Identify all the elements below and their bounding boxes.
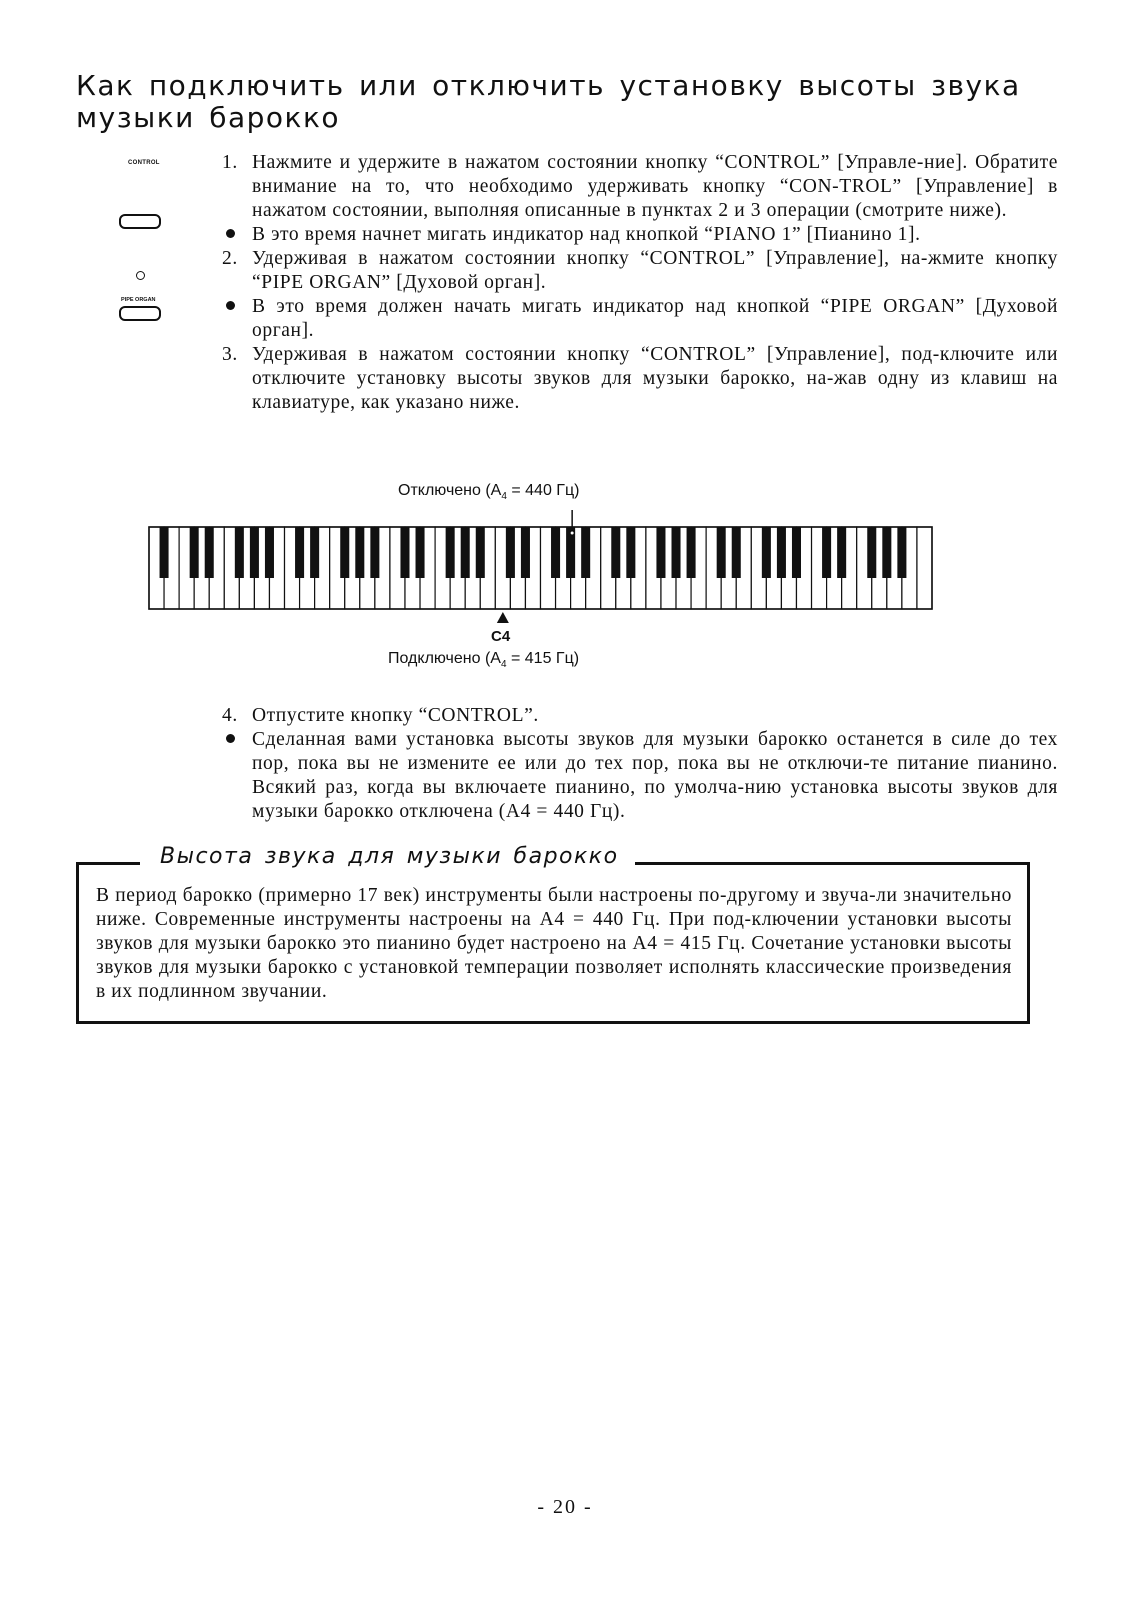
indicator-led-icon [136,271,145,280]
black-key [205,527,214,578]
black-key [235,527,244,578]
black-key [611,527,620,578]
black-key [656,527,665,578]
page-number: - 20 - [537,1496,593,1518]
black-key [581,527,590,578]
black-key [340,527,349,578]
final-steps [222,704,1058,824]
step-number: 1. [222,152,238,173]
black-key [867,527,876,578]
black-key [626,527,635,578]
black-key [897,527,906,578]
black-key [672,527,681,578]
off-key-dot [570,531,574,535]
black-key [295,527,304,578]
step-text: В это время должен начать мигать индикатор над кнопкой “PIPE ORGAN” [Духовой орган]. [252,296,1058,341]
control-button-icon [119,214,161,229]
black-key [446,527,455,578]
black-key [687,527,696,578]
bullet-item [222,223,1058,247]
step-text: Нажмите и удержите в нажатом состоянии кнопку “CONTROL” [Управле-ние]. Обратите внимание на то, что необходимо удерживать кнопку “CON-TROL” [Управление] в нажатом состоянии, выполняя описанные в пунктах 2 и 3 операции (смотрите ниже). [252,152,1058,221]
instruction-steps [222,151,1058,415]
black-key [416,527,425,578]
step-text: Отпустите кнопку “CONTROL”. [252,705,539,726]
bullet-icon [222,295,252,343]
black-key [370,527,379,578]
info-box-text: В период барокко (примерно 17 век) инструменты были настроены по-другому и звуча-ли значительно ниже. Современные инструменты настроены на A4 = 440 Гц. При под-ключении установки высоты звуков для музыки барокко это пианино будет настроено на A4 = 415 Гц. Сочетание установки высоты звуков для музыки барокко с установкой темперации позволяет исполнять классические произведения в их подлинном звучании. [96,885,1012,1002]
numbered-step [222,247,1058,295]
step-text: Удерживая в нажатом состоянии кнопку “CONTROL” [Управление], под-ключите или отключите установку высоты звуков для музыки барокко, на-жав одну из клавиш на клавиатуре, как указано ниже. [252,344,1058,413]
black-key [310,527,319,578]
black-key [837,527,846,578]
c4-label: C4 [491,628,511,645]
black-key [265,527,274,578]
white-key [917,527,932,609]
black-key [551,527,560,578]
black-key [822,527,831,578]
black-key [762,527,771,578]
black-key [461,527,470,578]
control-label: CONTROL [128,160,160,166]
c4-arrow-icon [497,612,509,623]
step-number: 4. [222,705,238,726]
black-key [521,527,530,578]
pipe-organ-button-icon [119,306,161,321]
bullet-icon [222,223,252,247]
page-title: Как подключить или отключить установку высоты звука музыки барокко [76,69,1021,134]
step-text: В это время начнет мигать индикатор над кнопкой “PIANO 1” [Пианино 1]. [252,224,921,245]
step-number: 2. [222,248,238,269]
step-text: Удерживая в нажатом состоянии кнопку “CONTROL” [Управление], на-жмите кнопку “PIPE ORGAN” [Духовой орган]. [252,248,1058,293]
black-key [355,527,364,578]
black-key [792,527,801,578]
bullet-item [222,728,1058,824]
on-label: Подключено ($A_4 = 415$ Гц) [388,650,580,671]
numbered-step [222,704,1058,728]
black-key [400,527,409,578]
black-key [190,527,199,578]
black-key [777,527,786,578]
bullet-icon [222,728,252,824]
black-key [250,527,259,578]
pipe-organ-label: PIPE ORGAN [121,297,156,303]
black-key [882,527,891,578]
step-number: 3. [222,344,238,365]
step-text: Сделанная вами установка высоты звуков для музыки барокко останется в силе до тех пор, пока вы не измените ее или до тех пор, пока вы не отключи-те питание пианино. Всякий раз, когда вы включаете пианино, по умолча-нию установка высоты звуков для музыки барокко отключена (A4 = 440 Гц). [252,729,1058,822]
black-key [732,527,741,578]
black-key [476,527,485,578]
numbered-step [222,151,1058,223]
black-key [506,527,515,578]
black-key [717,527,726,578]
numbered-step [222,343,1058,415]
info-box-title: Высота звука для музыки барокко [140,843,635,871]
black-key [160,527,169,578]
bullet-item [222,295,1058,343]
off-label: Отключено ($A_4 = 440$ Гц) [398,482,580,503]
